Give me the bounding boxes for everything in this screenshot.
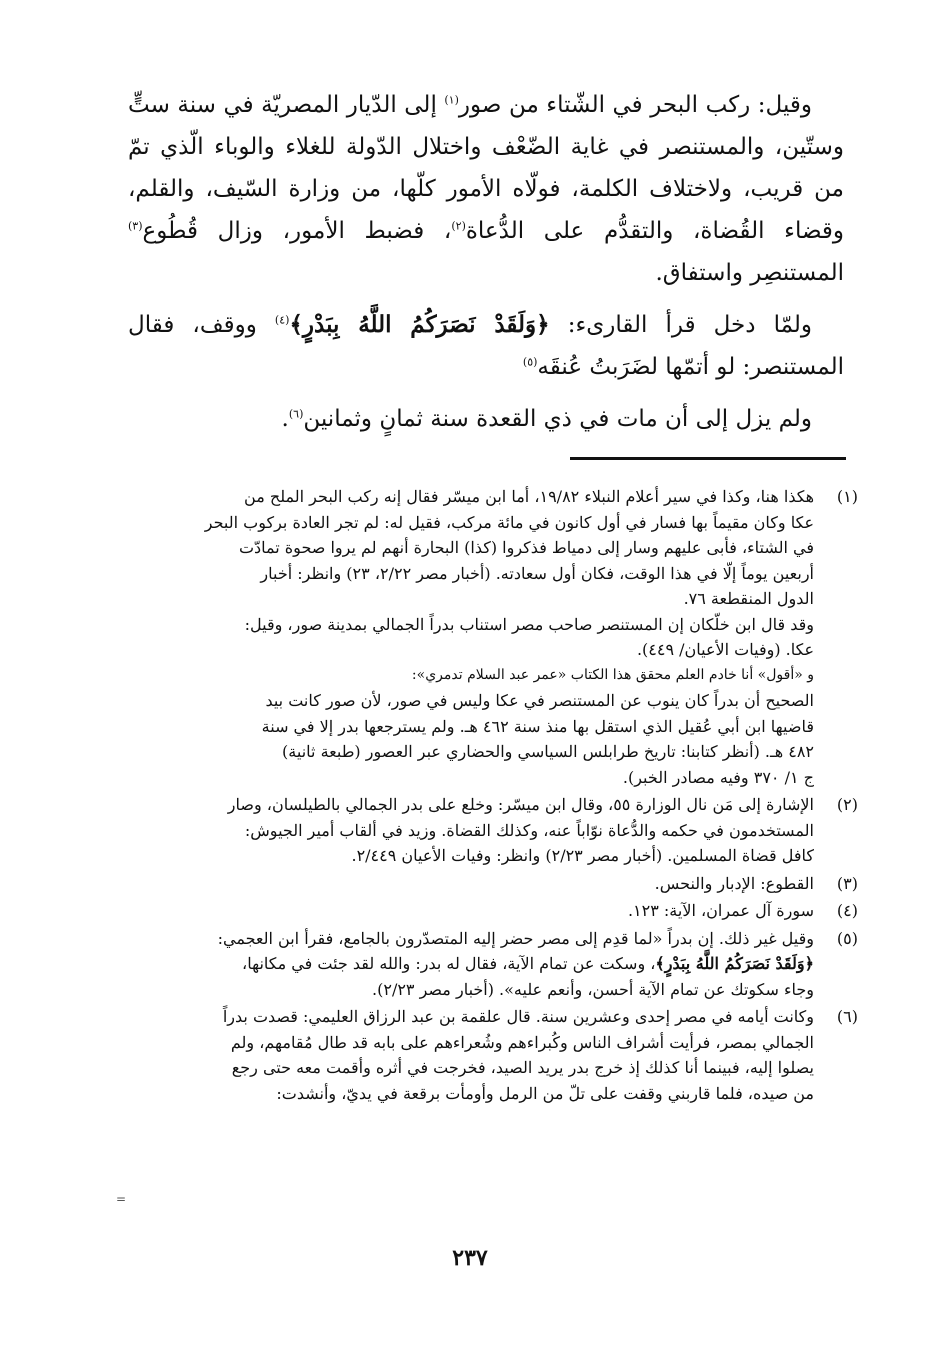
paragraph-1-text-a: وقيل: ركب البحر في الشّتاء من صور (458, 92, 812, 118)
footnote-line: في الشتاء، فأبى عليهم وسار إلى دمياط فذكروا (كذا) البحارة أنهم لم يروا صحوة تمادّت (238, 538, 814, 557)
footnote-line: الجمالي بمصر، فرأيت أشراف الناس وكُبراءهم وشُعراءهم على بابه قد طال مُقامهم، ولم (230, 1032, 814, 1052)
footnote-line: الدول المنقطعة ٧٦. (683, 589, 814, 608)
footnote-6 (128, 1004, 858, 1106)
footnote-line: وكانت أيامه في مصر إحدى وعشرين سنة. قال علقمة بن عبد الرزاق العليمي: قصدت بدراً (222, 1007, 814, 1026)
footnote-body (128, 1004, 814, 1106)
paragraph-2-text-b: ووقف، فقال المستنصر: لو أتمّها لضَرَبتُ عُنقَه (128, 312, 844, 380)
paragraph-3-text-a: ولم يزل إلى أن مات في ذي القعدة سنة ثمانٍ وثمانين (303, 406, 812, 432)
footnote-ref-1[interactable]: (١) (444, 93, 459, 107)
paragraph-3 (128, 398, 844, 440)
paragraph-3-text-b: . (281, 406, 289, 432)
footnote-number: (٦) (836, 1007, 858, 1026)
footnote-4 (128, 898, 858, 924)
footnote-number: (٢) (836, 795, 858, 814)
footnote-2 (128, 792, 858, 869)
footnote-body (128, 898, 814, 924)
footnote-body (128, 871, 814, 897)
footnote-1-continuation (128, 612, 814, 791)
footnotes-section (128, 484, 858, 1108)
footnote-ref-4[interactable]: (٤) (274, 313, 290, 327)
paragraph-1-text-d: المستنصِر واستفاق. (655, 260, 844, 286)
footnote-number: (٤) (836, 901, 858, 920)
footnote-ref-6[interactable]: (٦) (288, 407, 304, 421)
footnote-line: عكا وكان مقيماً بها فسار في أول كانون في مائة مركب، فقيل له: لم تجر العادة بركوب البحر (204, 512, 814, 532)
footnote-line: الصحيح أن بدراً كان ينوب عن المستنصر في عكا وليس في صور، لأن صور كانت بيد (265, 691, 814, 710)
footnote-line: وقيل غير ذلك. إن بدراً «لما قدِم إلى مصر حضر إليه المتصدّرون بالجامع، فقرأ ابن العجمي: (217, 928, 814, 948)
paragraph-2-text-a: ولمّا دخل قرأ القارىء: (549, 312, 812, 338)
paragraph-1 (128, 84, 844, 294)
footnote-line: سورة آل عمران، الآية: ١٢٣. (627, 901, 814, 920)
footnote-body (128, 792, 814, 869)
footnote-line (128, 951, 814, 977)
footnote-separator (570, 457, 846, 460)
footnote-number: (٣) (836, 873, 858, 893)
footnote-ref-5[interactable]: (٥) (522, 355, 538, 369)
footnote-line: وقد قال ابن خلّكان إن المستنصر صاحب مصر استناب بدراً الجمالي بمدينة صور، وقيل: (244, 614, 814, 634)
footnote-line: كافل قضاة المسلمين. (أخبار مصر ٢/٢٣) وانظر: وفيات الأعيان ٢/٤٤٩. (351, 846, 814, 865)
footnote-ref-3[interactable]: (٣) (128, 219, 143, 233)
footnote-line: ج ١/ ٣٧٠ وفيه مصادر الخبر). (622, 767, 814, 787)
paragraph-2 (128, 304, 844, 388)
footnote-line: و «أقول» أنا خادم العلم محقق هذا الكتاب «عمر عبد السلام تدمري»: (411, 666, 814, 683)
quran-verse: ﴿وَلَقَدْ نَصَرَكُمُ اللَّهُ بِبَدْرٍ﴾ (289, 311, 550, 338)
footnote-line: أربعين يوماً إلّا في هذا الوقت، فكان أول سعادته. (أخبار مصر ٢/٢٢، ٢٣) وانظر: أخبار (260, 563, 814, 583)
footnote-number: (٥) (836, 928, 858, 948)
continuation-mark: = (116, 1192, 127, 1206)
footnote-ref-2[interactable]: (٢) (451, 219, 466, 233)
footnote-line: عكا. (وفيات الأعيان/ ٤٤٩). (636, 640, 814, 659)
footnote-line: القطوع: الإدبار والنحس. (654, 873, 814, 893)
footnote-line: الإشارة إلى مَن نال الوزارة ٥٥، وقال ابن ميسّر: وخلع على بدر الجمالي بالطيلسان، وصار (227, 795, 814, 814)
footnote-body (128, 484, 814, 612)
main-text-block (128, 84, 844, 440)
footnote-line: قاضيها ابن أبي عُقيل الذي استقل بها منذ سنة ٤٦٢ هـ. ولم يسترجعها بدر إلا في سنة (261, 716, 814, 736)
footnote-body (128, 926, 814, 1003)
footnote-line: المستخدمون في حكمه والدُّعاة نوّاباً عنه، وكذلك القضاة. وزيد في ألقاب أمير الجيوش: (244, 820, 814, 840)
page-number: ٢٣٧ (452, 1245, 488, 1271)
paragraph-1-text-c: ، فضبط الأمور، وزال قُطُوع (142, 218, 452, 244)
footnote-line-rest: ، وسكت عن تمام الآية، فقال له بدر: والله لقد جئت في مكانها، (242, 954, 656, 973)
footnote-line: من صيده، فلما قاربني وقفت على تلّ من الرمل وأومأت برقعة في يديّ، وأنشدت: (276, 1083, 814, 1103)
footnote-line: هكذا هنا، وكذا في سير أعلام النبلاء ١٩/٨٢، أما ابن ميسّر فقال إنه ركب البحر الملح من (244, 487, 814, 506)
footnote-1 (128, 484, 858, 790)
footnote-number: (١) (836, 487, 858, 506)
footnote-line: وجاء سكوتك عن تمام الآية أحسن، وأنعم عليه». (أخبار مصر ٢/٢٣). (372, 979, 814, 999)
paragraph-1-text-b: إلى الدّيار المصريّة في سنة ستٍّ وستّين، والمستنصر في غاية الضّعْف واختلال الدّولة للغلاء والوباء الّذي تمّ من قريب، ولاختلاف الكلمة، فولّاه الأمور كلّها، من وزارة السّيف، والقلم، وقضاء القُضاة، والتقدُّم على الدُّعاة (128, 92, 845, 244)
footnote-3 (128, 871, 858, 897)
footnote-line: يصلوا إليه، فبينما أنا كذلك إذ خرج بدر يريد الصيد، فخرجت في أثره وأقمت معه حتى رجع (231, 1058, 814, 1077)
footnote-5 (128, 926, 858, 1003)
quran-verse-footnote: ﴿وَلَقَدْ نَصَرَكُمُ اللَّهُ بِبَدْرٍ﴾ (655, 954, 814, 973)
footnote-line: ٤٨٢ هـ. (أنظر كتابنا: تاريخ طرابلس السياسي والحضاري عبر العصور (طبعة ثانية) (282, 742, 814, 761)
